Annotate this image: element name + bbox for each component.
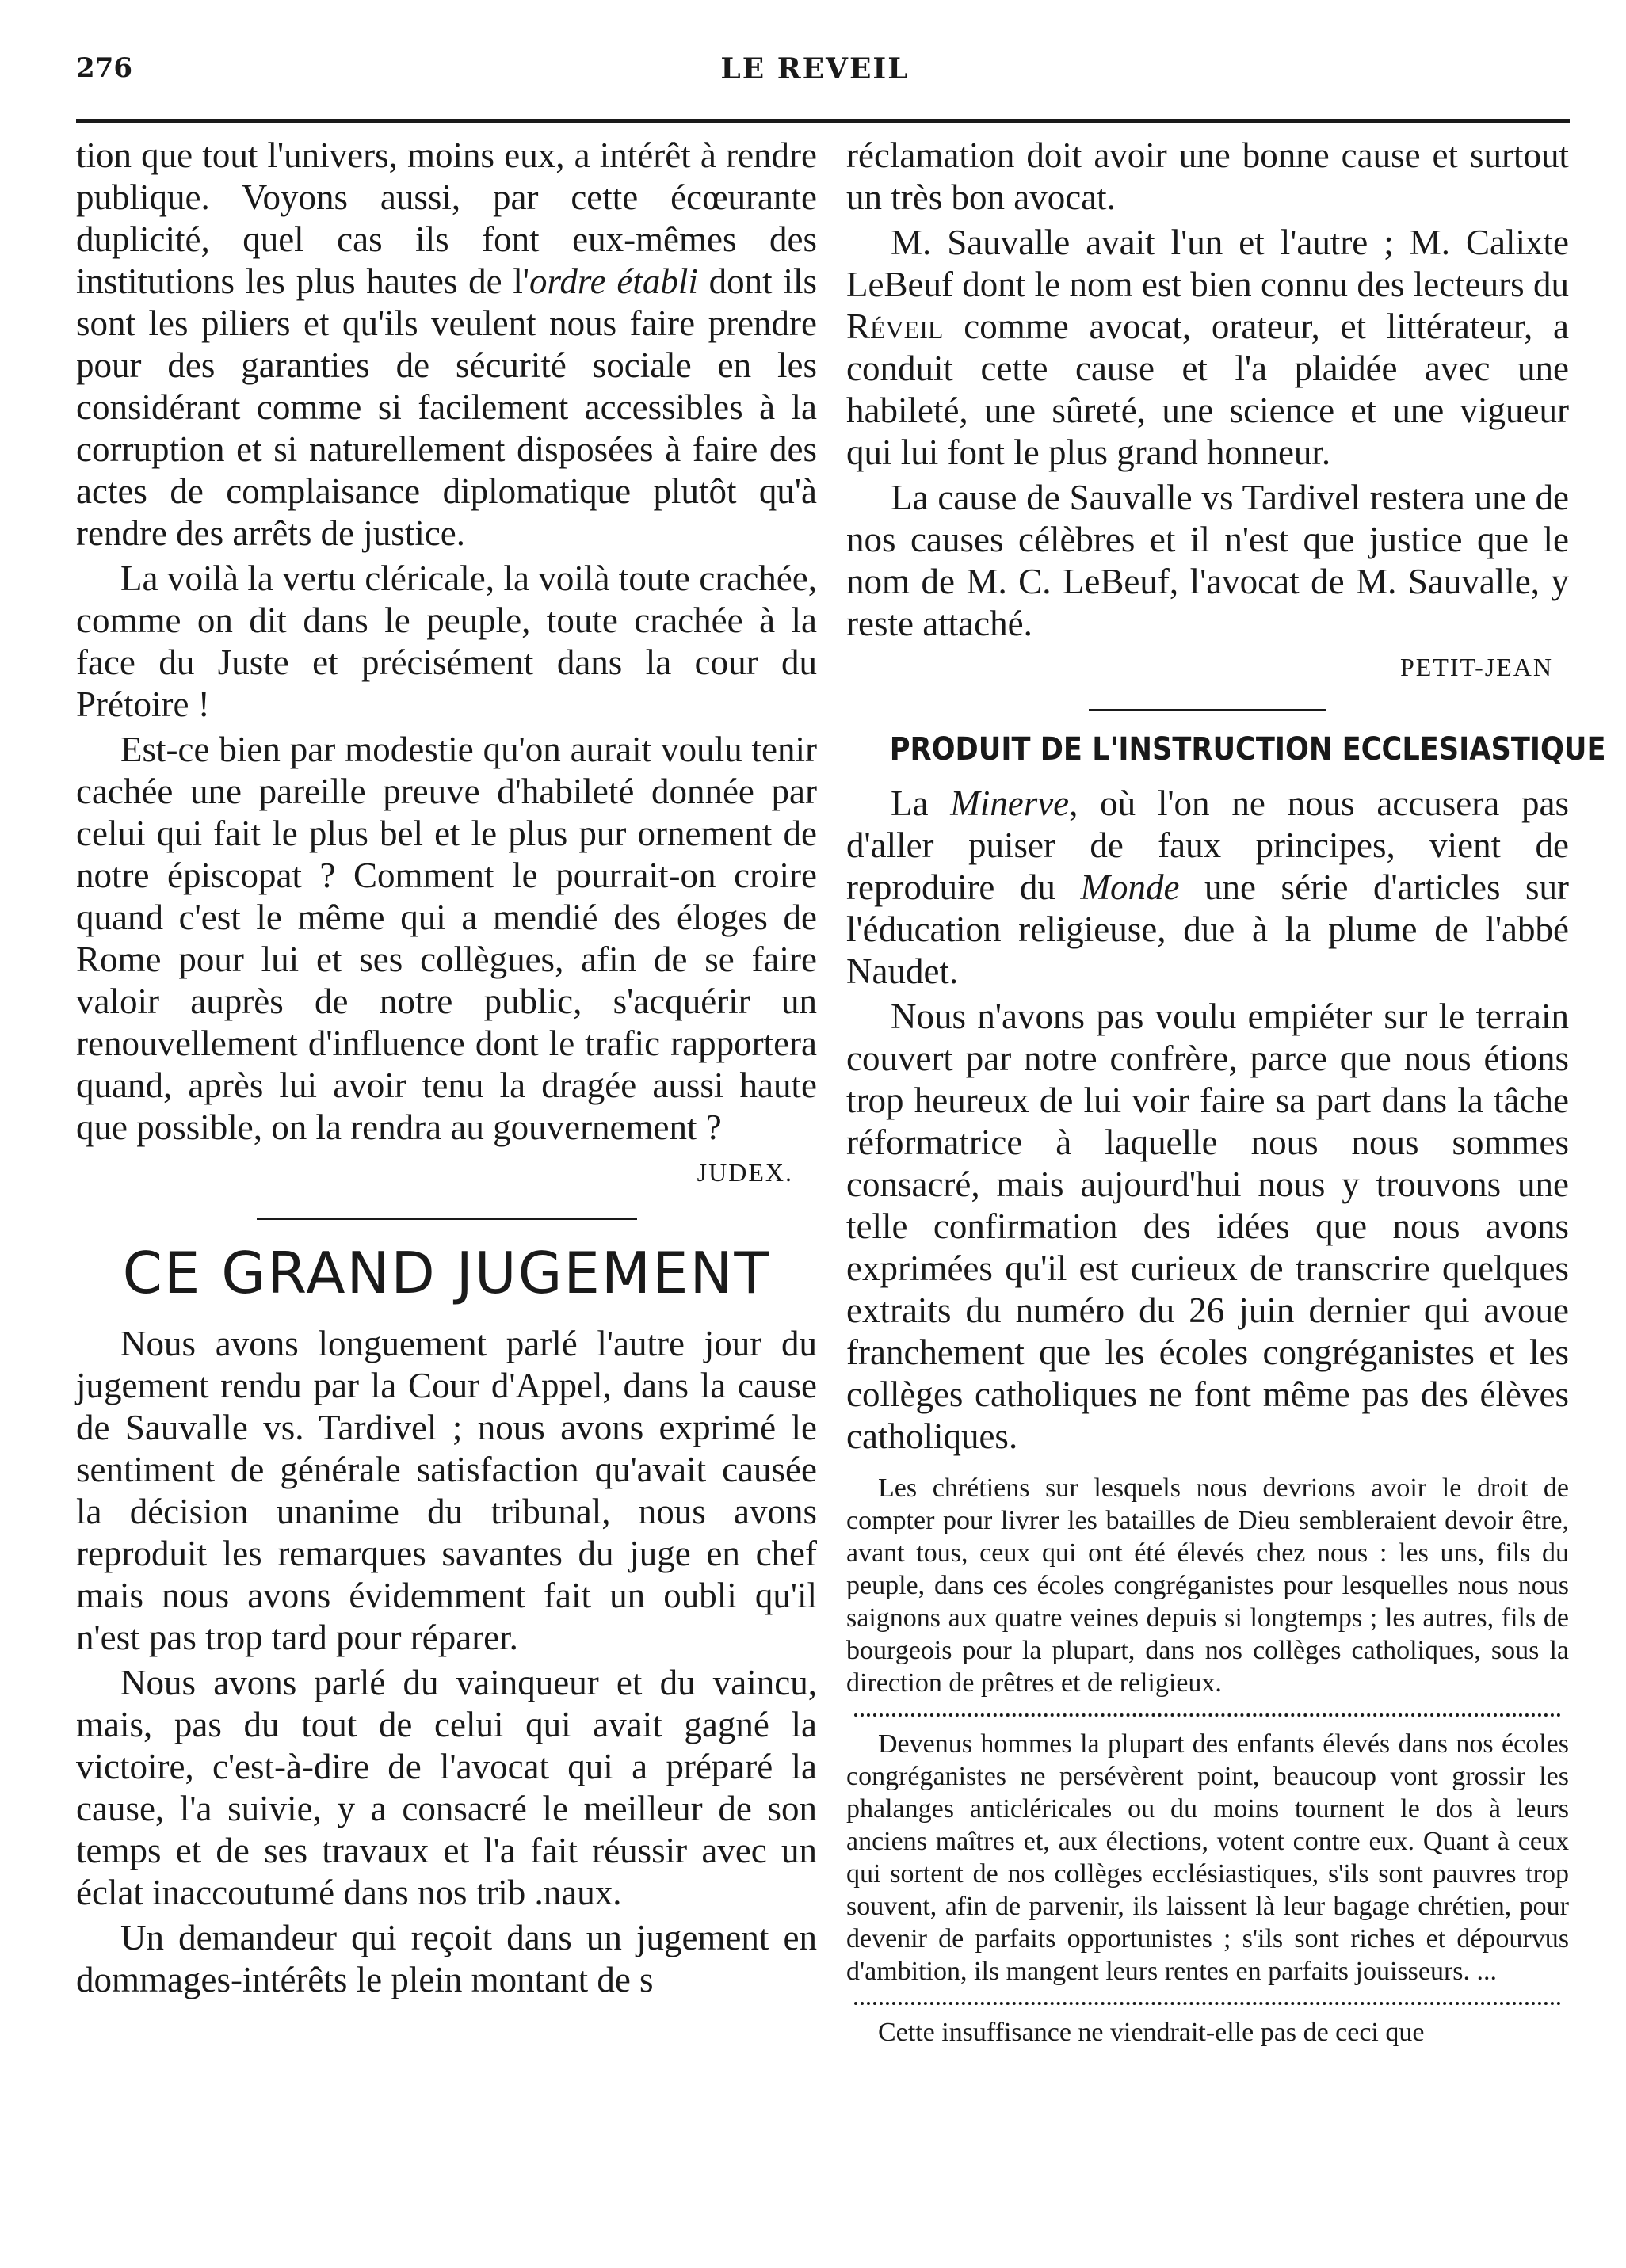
italic-title: Minerve (950, 783, 1070, 823)
section-divider (1089, 709, 1326, 711)
paragraph: réclamation doit avoir une bonne cause et surtout un très bon avocat. (846, 135, 1569, 217)
page-number: 276 (76, 52, 132, 84)
paragraph: Nous avons longuement parlé l'autre jour du jugement rendu par la Cour d'Appel, dans la cause de Sauvalle vs. Tardivel ; nous avons exprimé le sentiment de générale satisfaction qu'avait causée la décision unanime du tribunal, nous avons reproduit les remarques savantes du juge en chef mais nous avons évidemment fait un oubli qu'il n'est pas trop tard pour réparer. (76, 1324, 817, 1657)
dotted-separator (854, 1713, 1561, 1717)
quote-paragraph: Cette insuffisance ne viendrait-elle pas de ceci que (878, 2018, 1425, 2047)
paragraph: Nous n'avons pas voulu empiéter sur le terrain couvert par notre confrère, parce que nous étions trop heureux de lui voir faire sa part dans la tâche réformatrice à laquelle nous nous sommes consacré, mais aujourd'hui nous y trouvons une telle confirmation des idées que nous avons exprimées qu'il est curieux de transcrire quelques extraits du numéro du 26 juin dernier qui avoue franchement que les écoles congréganistes et les collèges catholiques ne font même pas des élèves catholiques. (846, 997, 1569, 1456)
italic-title: Monde (1080, 867, 1180, 907)
quote-paragraph: Les chrétiens sur lesquels nous devrions avoir le droit de compter pour livrer les batailles de Dieu sembleraient devoir être, avant tous, ceux qui ont été élevés chez nous : les uns, fils du peuple, dans ces écoles congréganistes pour lesquelles nous nous saignons aux quatre veines depuis si longtemps ; les autres, fils de bourgeois pour la plupart, dans nos collèges catholiques, sous la direction de prêtres et de religieux. (846, 1473, 1569, 1698)
journal-title: LE REVEIL (720, 52, 910, 86)
paragraph: La cause de Sauvalle vs Tardivel restera une de nos causes célèbres et il n'est que justice que le nom de M. C. LeBeuf, l'avocat de M. Sauvalle, y reste attaché. (846, 478, 1569, 643)
header-rule (76, 119, 1570, 123)
quote-block (846, 1472, 1569, 2049)
section-divider (257, 1218, 637, 1220)
right-column (846, 135, 1606, 2049)
paragraph: Un demandeur qui reçoit dans un jugement en dommages-intérêts le plein montant de s (76, 1918, 817, 1999)
dotted-separator (854, 2002, 1561, 2005)
paragraph: Est-ce bien par modestie qu'on aurait voulu tenir cachée une pareille preuve d'habileté donnée par celui qui fait le plus bel et le plus pur ornement de notre épiscopat ? Comment le pourrait-on croire quand c'est le même qui a mendié des éloges de Rome pour lui et ses collègues, afin de se faire valoir auprès de notre public, s'acquérir un renouvellement d'influence dont le trafic rapportera quand, après lui avoir tenu la dragée aussi haute que possible, on la rendra au gouvernement ? (76, 730, 817, 1147)
paragraph: La Minerve, où l'on ne nous accusera pas d'aller puiser de faux principes, vient de reproduire du Monde une série d'articles sur l'éducation religieuse, due à la plume de l'abbé Naudet. (846, 783, 1570, 991)
signature-judex: JUDEX. (697, 1158, 793, 1187)
article-headline: CE GRAND JUGEMENT (122, 1240, 771, 1306)
paragraph: M. Sauvalle avait l'un et l'autre ; M. Calixte LeBeuf dont le nom est bien connu des lecteurs du Réveil comme avocat, orateur, et littérateur, a conduit cette cause et l'a plaidée avec une habileté, une sûreté, une science et une vigueur qui lui font le plus grand honneur. (846, 223, 1569, 472)
page-header (76, 52, 1554, 100)
quote-paragraph: Devenus hommes la plupart des enfants élevés dans nos écoles congréganistes ne persévèrent point, beaucoup vont grossir les phalanges anticléricales ou du moins tournent le dos à leurs anciens maîtres et, aux élections, votent contre eux. Quant à ceux qui sortent de nos collèges ecclésiastiques, s'ils sont pauvres trop souvent, afin de parvenir, ils laissent là leur bagage chrétien, pour devenir de parfaits opportunistes ; s'ils sont riches et dépourvus d'ambition, ils mangent leurs rentes en parfaits jouisseurs. ... (846, 1729, 1569, 1986)
paragraph: Nous avons parlé du vainqueur et du vaincu, mais, pas du tout de celui qui avait gagné la victoire, c'est-à-dire de l'avocat qui a préparé la cause, l'a suivie, y a consacré le meilleur de son temps et de ses travaux et l'a fait réussir avec un éclat inaccoutumé dans nos trib .naux. (76, 1663, 817, 1912)
signature-petit-jean: PETIT-JEAN (1399, 653, 1553, 681)
small-caps-title: Réveil (846, 307, 944, 346)
paragraph: La voilà la vertu cléricale, la voilà toute crachée, comme on dit dans le peuple, toute crachée à la face du Juste et précisément dans la cour du Prétoire ! (76, 558, 817, 724)
paragraph: tion que tout l'univers, moins eux, a intérêt à rendre publique. Voyons aussi, par cette écœurante duplicité, quel cas ils font eux-mêmes des institutions les plus hautes de l'ordre établi dont ils sont les piliers et qu'ils veulent nous faire prendre pour des garanties de sécurité sociale en les considérant comme si facilement accessibles à la corruption et si naturellement disposées à faire des actes de complaisance diplomatique plutôt qu'à rendre des arrêts de justice. (76, 135, 817, 553)
left-column (76, 135, 817, 2004)
italic-phrase: ordre établi (529, 261, 698, 301)
article-headline: PRODUIT DE L'INSTRUCTION ECCLESIASTIQUE (889, 731, 1606, 768)
